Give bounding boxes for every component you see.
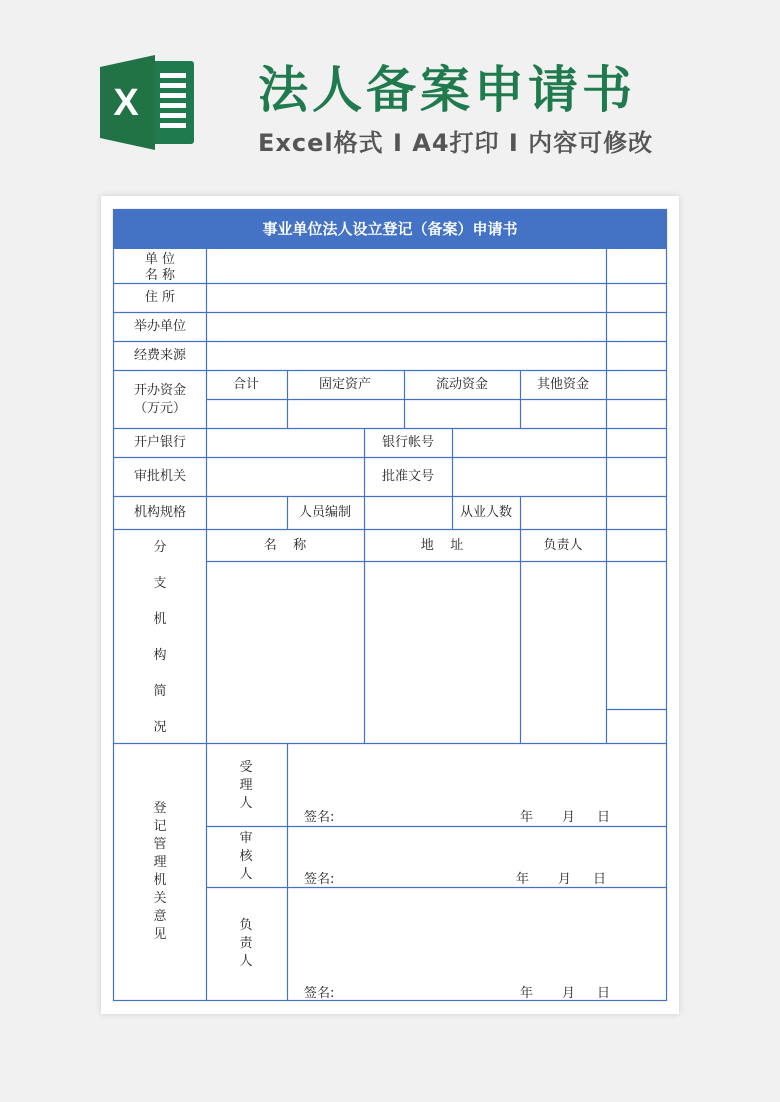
receiver-year: 年 [520, 810, 534, 825]
label-responsible-vertical: 负 责 人 [239, 918, 253, 969]
responsible-month: 月 [562, 986, 576, 1001]
label-address: 住 所 [144, 290, 176, 305]
reviewer-day: 日 [593, 872, 607, 887]
responsible-year: 年 [520, 986, 534, 1001]
label-capital-1: 开办资金 [133, 383, 187, 398]
label-fixed-assets: 固定资产 [318, 377, 372, 392]
form-title: 事业单位法人设立登记（备案）申请书 [262, 220, 518, 238]
label-branch-address: 地 址 [420, 538, 464, 553]
label-capital-2: （万元） [133, 401, 187, 416]
page-title: 法人备案申请书 [258, 61, 636, 119]
reviewer-year: 年 [516, 872, 530, 887]
reviewer-month: 月 [558, 872, 572, 887]
label-bank: 开户银行 [133, 435, 187, 450]
label-unit-name-1: 单 位 [144, 252, 176, 267]
responsible-sign-label: 签名: [304, 986, 335, 1001]
responsible-day: 日 [597, 986, 611, 1001]
label-approval-no: 批准文号 [381, 469, 435, 484]
label-branch-head: 负责人 [543, 538, 583, 553]
label-sponsor: 举办单位 [133, 319, 187, 334]
label-branch-vertical: 分 支 机 构 简 况 [153, 540, 167, 735]
label-approver: 审批机关 [133, 469, 187, 484]
label-branch-name: 名 称 [263, 538, 307, 553]
label-unit-name-2: 名 称 [144, 268, 176, 283]
label-total: 合计 [232, 377, 260, 392]
label-employees: 从业人数 [459, 505, 513, 520]
label-opinion-vertical: 登 记 管 理 机 关 意 见 [153, 801, 167, 942]
reviewer-sign-label: 签名: [304, 872, 335, 887]
page-subtitle: Excel格式 I A4打印 I 内容可修改 [258, 129, 654, 157]
label-current-funds: 流动资金 [435, 377, 489, 392]
label-spec: 机构规格 [133, 505, 187, 520]
label-reviewer-vertical: 审 核 人 [239, 831, 253, 882]
label-funding: 经费来源 [133, 348, 187, 363]
receiver-sign-label: 签名: [304, 810, 335, 825]
receiver-month: 月 [562, 810, 576, 825]
receiver-day: 日 [597, 810, 611, 825]
label-receiver-vertical: 受 理 人 [239, 760, 253, 811]
svg-text:X: X [113, 82, 139, 124]
label-staffing: 人员编制 [298, 505, 352, 520]
label-account: 银行帐号 [381, 435, 435, 450]
label-other-funds: 其他资金 [536, 377, 590, 392]
